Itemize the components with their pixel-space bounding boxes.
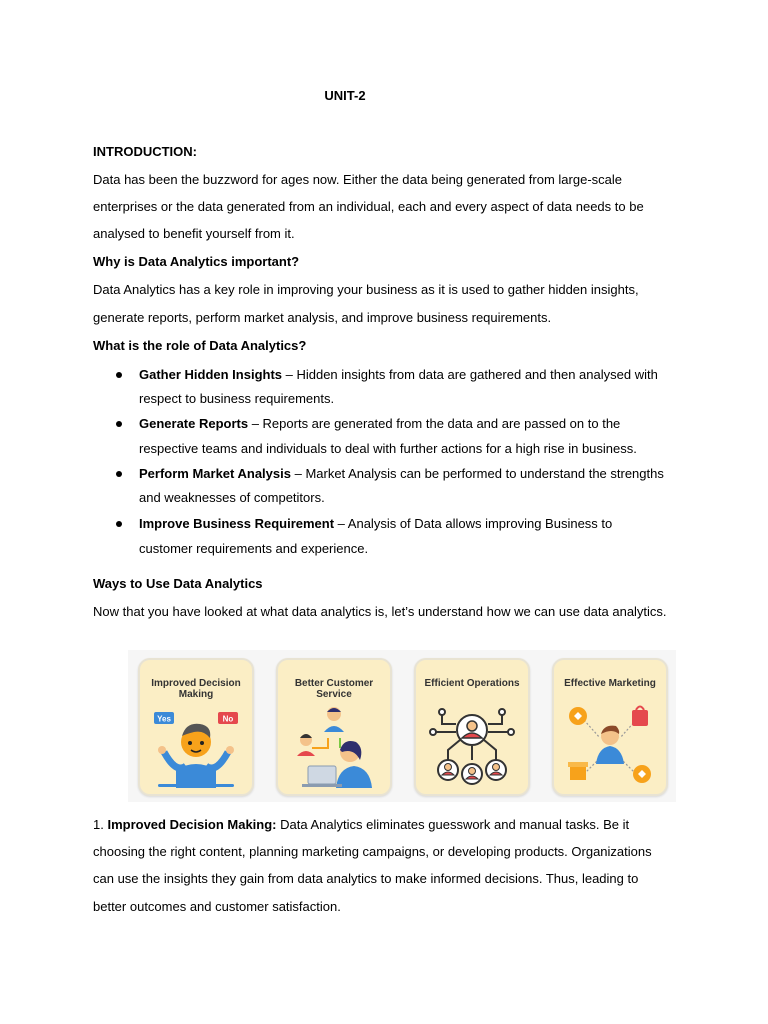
bullet-1-line-2: respect to business requirements. bbox=[139, 391, 335, 406]
svg-text:Yes: Yes bbox=[157, 714, 171, 724]
decision-person-icon bbox=[146, 704, 246, 788]
why-line-1: Data Analytics has a key role in improving your business as it is used to gather hidden insights, bbox=[93, 282, 639, 297]
role-heading: What is the role of Data Analytics? bbox=[93, 338, 307, 353]
bullet-2-term: Generate Reports bbox=[139, 416, 249, 431]
bullet-marker bbox=[116, 421, 122, 427]
operations-network-icon bbox=[422, 704, 522, 788]
bullet-marker bbox=[116, 372, 122, 378]
card-efficient-operations bbox=[414, 658, 530, 796]
card-title: Improved Decision Making bbox=[151, 678, 241, 700]
intro-line-1: Data has been the buzzword for ages now. Either the data being generated from large-scale bbox=[93, 172, 622, 187]
intro-line-2: enterprises or the data generated from an individual, each and every aspect of data needs to be bbox=[93, 199, 644, 214]
point-1-text: Data Analytics eliminates guesswork and manual tasks. Be it bbox=[276, 817, 630, 832]
bullet-1-text: – Hidden insights from data are gathered and then analysed with bbox=[282, 367, 658, 382]
why-line-2: generate reports, perform market analysis, and improve business requirements. bbox=[93, 310, 552, 325]
bullet-3-line-2: and weaknesses of competitors. bbox=[139, 490, 325, 505]
bullet-2-line-2: respective teams and individuals to deal with further actions for a high rise in business. bbox=[139, 441, 637, 456]
bullet-marker bbox=[116, 521, 122, 527]
point-1-term: Improved Decision Making: bbox=[107, 817, 277, 832]
point-1-number: 1. bbox=[93, 817, 108, 832]
point-1-line-4: better outcomes and customer satisfaction. bbox=[93, 899, 341, 914]
card-improved-decision-making bbox=[138, 658, 254, 796]
bullet-1-term: Gather Hidden Insights bbox=[139, 367, 283, 382]
data-analytics-uses-figure bbox=[128, 650, 676, 802]
point-1-line-1 bbox=[93, 817, 629, 832]
bullet-4-line-2: customer requirements and experience. bbox=[139, 541, 369, 556]
bullet-1-line-1 bbox=[139, 367, 658, 382]
bullet-2-line-1 bbox=[139, 416, 620, 431]
point-1-line-3: can use the insights they gain from data analytics to make informed decisions. Thus, leading to bbox=[93, 871, 639, 886]
card-title: Effective Marketing bbox=[564, 678, 656, 689]
bullet-4-line-1 bbox=[139, 516, 612, 531]
bullet-4-term: Improve Business Requirement bbox=[139, 516, 335, 531]
bullet-4-text: – Analysis of Data allows improving Business to bbox=[334, 516, 613, 531]
card-title: Better Customer Service bbox=[294, 678, 374, 700]
svg-text:No: No bbox=[222, 714, 234, 724]
customer-service-icon bbox=[284, 704, 384, 788]
bullet-3-term: Perform Market Analysis bbox=[139, 466, 291, 481]
ways-heading: Ways to Use Data Analytics bbox=[93, 576, 263, 591]
intro-heading: INTRODUCTION: bbox=[93, 144, 197, 159]
bullet-marker bbox=[116, 471, 122, 477]
card-better-customer-service bbox=[276, 658, 392, 796]
point-1-line-2: choosing the right content, planning marketing campaigns, or developing products. Organizations bbox=[93, 844, 652, 859]
marketing-icon bbox=[560, 704, 660, 788]
why-heading: Why is Data Analytics important? bbox=[93, 254, 300, 269]
card-effective-marketing bbox=[552, 658, 668, 796]
bullet-3-line-1 bbox=[139, 466, 664, 481]
intro-line-3: analysed to benefit yourself from it. bbox=[93, 226, 295, 241]
unit-title: UNIT-2 bbox=[324, 88, 366, 103]
bullet-3-text: – Market Analysis can be performed to understand the strengths bbox=[290, 466, 664, 481]
card-title: Efficient Operations bbox=[424, 678, 520, 689]
bullet-2-text: – Reports are generated from the data and are passed on to the bbox=[248, 416, 621, 431]
ways-line: Now that you have looked at what data analytics is, let’s understand how we can use data analytics. bbox=[93, 604, 667, 619]
